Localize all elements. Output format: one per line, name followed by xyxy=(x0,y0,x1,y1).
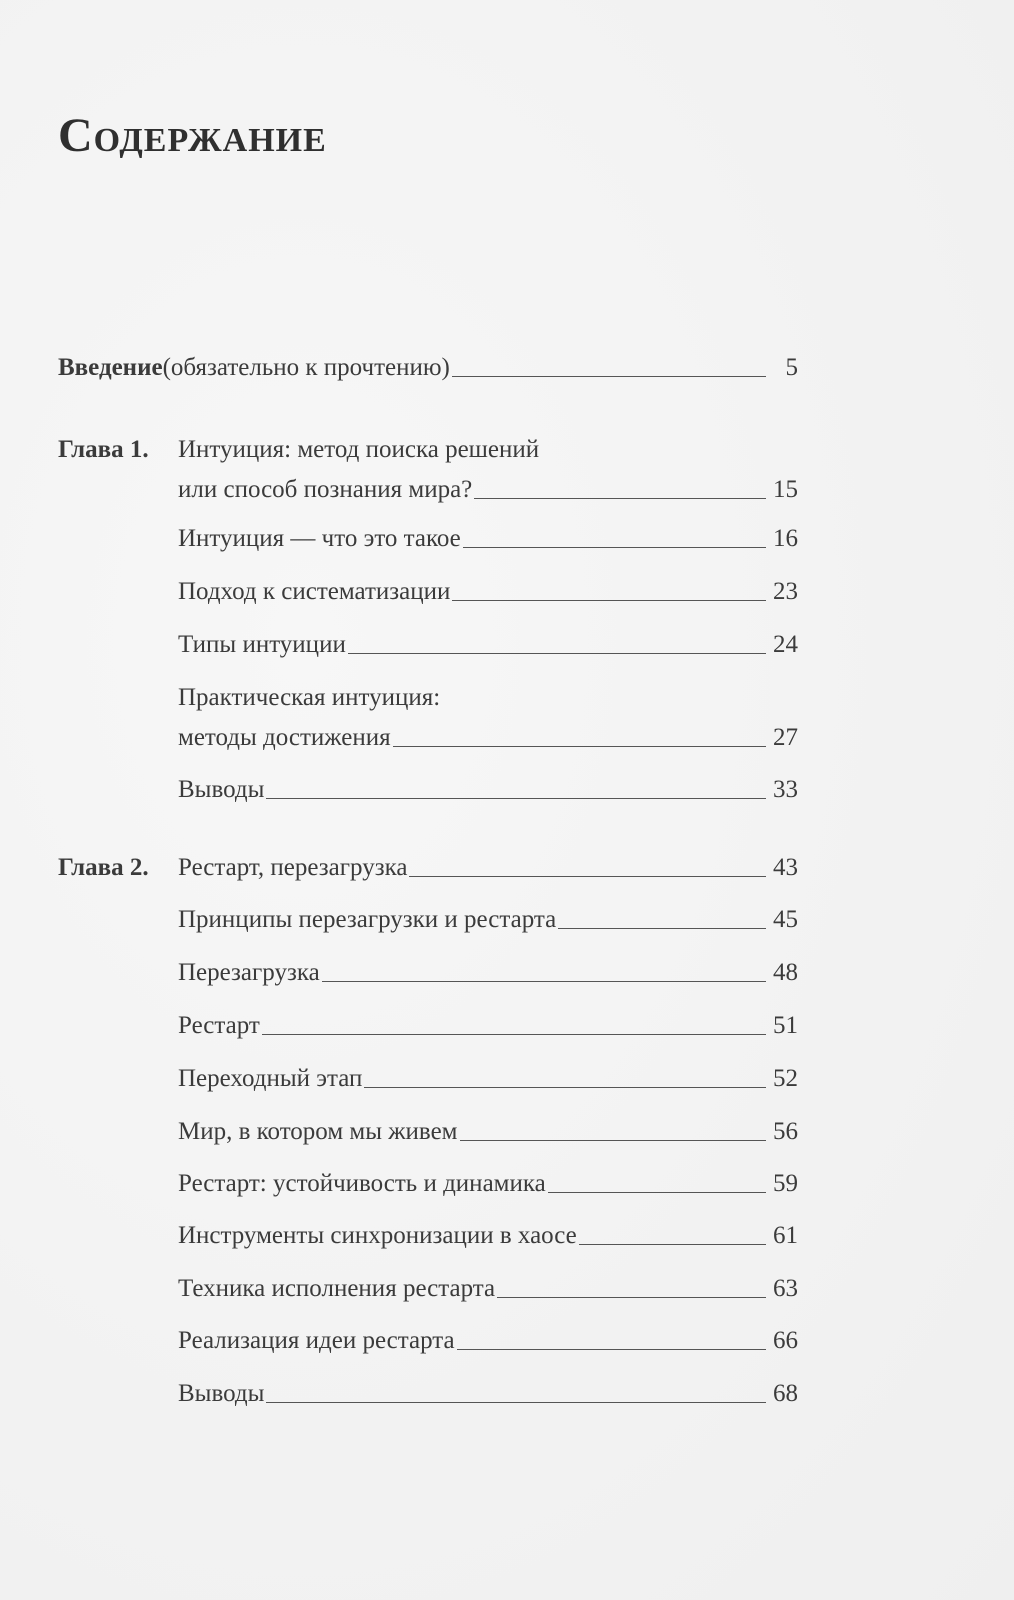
entry-text-line: Мир, в котором мы живем xyxy=(178,1118,458,1145)
entry-text-line: Подход к систематизации xyxy=(178,578,451,605)
entry-text-line: Рестарт, перезагрузка xyxy=(178,854,408,881)
dot-leader xyxy=(364,1086,766,1088)
page-number: 16 xyxy=(773,525,798,552)
page-number: 48 xyxy=(773,959,798,986)
section-title xyxy=(178,1325,798,1357)
page-number: 61 xyxy=(773,1222,798,1249)
section-title xyxy=(178,1168,798,1200)
section-title xyxy=(178,904,798,936)
dot-leader xyxy=(393,745,766,747)
chapter-heading xyxy=(178,434,798,506)
section-title xyxy=(178,1273,798,1305)
section-title xyxy=(178,1063,798,1095)
entry-text-line: Рестарт xyxy=(178,1012,260,1039)
page-number: 45 xyxy=(773,906,798,933)
page-number: 5 xyxy=(785,354,798,381)
page-number: 23 xyxy=(773,578,798,605)
page-number: 43 xyxy=(773,854,798,881)
section-title xyxy=(178,1116,798,1148)
dot-leader xyxy=(579,1243,766,1245)
section-title xyxy=(178,629,798,661)
entry-text-line: Рестарт: устойчивость и динамика xyxy=(178,1170,546,1197)
intro-label-rest: (обязательно к прочтению) xyxy=(162,354,450,381)
dot-leader xyxy=(266,797,766,799)
dot-leader xyxy=(266,1401,766,1403)
dot-leader xyxy=(348,652,766,654)
entry-text-line: Реализация идеи рестарта xyxy=(178,1327,455,1354)
page-number: 27 xyxy=(773,724,798,751)
entry-text-line: Выводы xyxy=(178,776,265,803)
chapter-heading xyxy=(178,852,798,884)
dot-leader xyxy=(452,375,766,377)
dot-leader xyxy=(463,546,766,548)
section-title xyxy=(178,682,798,754)
dot-leader xyxy=(460,1139,767,1141)
page-number: 56 xyxy=(773,1118,798,1145)
section-title xyxy=(178,957,798,989)
entry-text-line: методы достижения xyxy=(178,724,391,751)
page-number: 66 xyxy=(773,1327,798,1354)
chapter-label: Глава 2. xyxy=(58,854,149,881)
entry-text-line: Принципы перезагрузки и рестарта xyxy=(178,906,557,933)
page-number: 68 xyxy=(773,1380,798,1407)
entry-text-line: Перезагрузка xyxy=(178,959,320,986)
page-number: 63 xyxy=(773,1275,798,1302)
entry-text-line: Практическая интуиция: xyxy=(178,684,441,711)
entry-text-line: Техника исполнения рестарта xyxy=(178,1275,496,1302)
section-title xyxy=(178,523,798,555)
dot-leader xyxy=(474,497,766,499)
section-title xyxy=(178,1010,798,1042)
page-number: 52 xyxy=(773,1065,798,1092)
section-title xyxy=(178,1378,798,1410)
entry-text-line: Выводы xyxy=(178,1380,265,1407)
toc-entry-intro-line xyxy=(58,352,798,384)
dot-leader xyxy=(558,927,766,929)
entry-text-line: Типы интуиции xyxy=(178,631,346,658)
page-number: 51 xyxy=(773,1012,798,1039)
entry-text-line: или способ познания мира? xyxy=(178,476,473,503)
dot-leader xyxy=(409,875,766,877)
section-title xyxy=(178,1220,798,1252)
entry-text-line: Интуиция — что это такое xyxy=(178,525,461,552)
page-number: 59 xyxy=(773,1170,798,1197)
section-title xyxy=(178,774,798,806)
page-title: Содержание xyxy=(58,109,327,162)
entry-text-line: Инструменты синхронизации в хаосе xyxy=(178,1222,577,1249)
page-number: 24 xyxy=(773,631,798,658)
page-number: 15 xyxy=(773,476,798,503)
entry-text-line: Переходный этап xyxy=(178,1065,363,1092)
dot-leader xyxy=(262,1033,766,1035)
section-title xyxy=(178,576,798,608)
dot-leader xyxy=(322,980,766,982)
page-number: 33 xyxy=(773,776,798,803)
chapter-label: Глава 1. xyxy=(58,436,149,463)
dot-leader xyxy=(452,599,766,601)
intro-label-bold: Введение xyxy=(58,354,163,381)
dot-leader xyxy=(548,1191,766,1193)
entry-text-line: Интуиция: метод поиска решений xyxy=(178,436,540,463)
dot-leader xyxy=(497,1296,766,1298)
dot-leader xyxy=(457,1348,766,1350)
